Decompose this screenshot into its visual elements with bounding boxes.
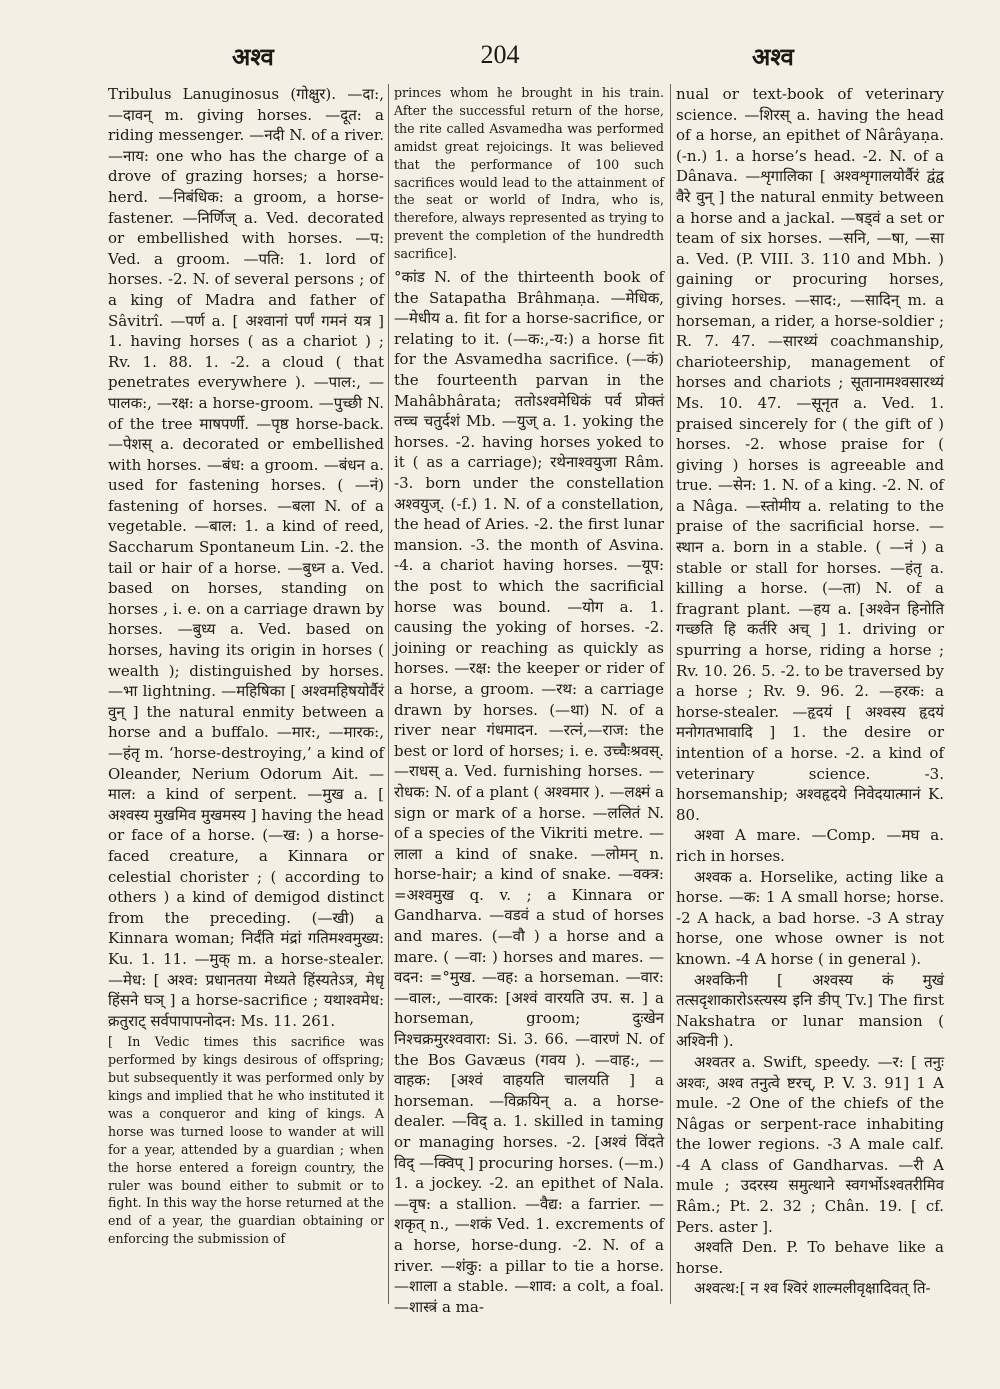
- entry-ashvakini: अश्वकिनी [ अश्वस्य कं मुखं तत्सदृशाकारोऽस्त्यस्य इनि ङीप् Tv.] The first Nakshatra or lunar mansion ( अश्विनी ).: [676, 970, 944, 1051]
- footnote-text: [ In Vedic times this sacrifice was performed by kings desirous of offspring; but subsequently it was performed only by kings and implied that he who instituted it was a conqueror and king of kings. A horse was turned loose to wander at will for a year, attended by a guardian ; when the horse entered a foreign country, the ruler was bound either to submit or to fight. In this way the horse returned at the end of a year, the guardian obtaining or enforcing the submission of: [108, 1034, 384, 1247]
- header-guide-word-right: अश्व: [752, 43, 794, 71]
- header-guide-word-left: अश्व: [232, 43, 274, 71]
- entry-ashvati: अश्वति Den. P. To behave like a horse.: [676, 1238, 944, 1277]
- column-right: [676, 84, 944, 1304]
- column-divider: [388, 84, 389, 1304]
- column-middle: [394, 84, 664, 1316]
- column-divider: [670, 84, 671, 1304]
- entry-text: nual or text-book of veterinary science. —शिरस् a. having the head of a horse, an epithet of Nârâyaṇa. (-n.) 1. a horse’s head. -2. N. of a Dânava. —शृगालिका [ अश्वशृगालयोर्वैरं द्वंद्व वैरे वुन् ] the natural enmity between a horse and a jackal. —षड्वं a set or team of six horses. —सनि, —षा, —सा a. Ved. (P. VIII. 3. 110 and Mbh. ) gaining or procuring horses, giving horses. —साद:, —सादिन् m. a horseman, a rider, a horse-soldier ; R. 7. 47. —सारथ्यं coachmanship, charioteership, management of horses and chariots ; सूतानामश्वसारथ्यं Ms. 10. 47. —सूनृत a. Ved. 1. praised sincerely for ( the gift of ) horses. -2. whose praise for ( giving ) horses is agreeable and true. —सेन: 1. N. of a king. -2. N. of a Nâga. —स्तोमीय a. relating to the praise of the sacrificial horse. —स्थान a. born in a stable. ( —नं ) a stable or stall for horses. —हंतृ a. killing a horse. (—ता) N. of a fragrant plant. —हय a. [अश्वेन हिनोति गच्छति हि कर्तरि अच् ] 1. driving or spurring a horse, riding a horse ; Rv. 10. 26. 5. -2. to be traversed by a horse ; Rv. 9. 96. 2. —हरक: a horse-stealer. —हृदयं [ अश्वस्य हृदयं मनोगतभावादि ] 1. the desire or intention of a horse. -2. a kind of veterinary science. -3. horsemanship; अश्वहृदये निवेदयात्मानं K. 80.: [676, 85, 944, 824]
- page-number: 204: [480, 40, 520, 69]
- entry-ashva: अश्वा A mare. —Comp. —मघ a. rich in horses.: [676, 826, 944, 865]
- column-left: [108, 84, 384, 1304]
- entry-text: Tribulus Lanuginosus (गोक्षुर). —दा:, —दावन् m. giving horses. —दूत: a riding messenger. —नदी N. of a river. —नाय: one who has the charge of a drove of grazing horses; a horse-herd. —निबंधिक: a groom, a horse-fastener. —निर्णिज् a. Ved. decorated or embellished with horses. —प: Ved. a groom. —पति: 1. lord of horses. -2. N. of several persons ; of a king of Madra and father of Sâvitrî. —पर्ण a. [ अश्वानां पर्णं गमनं यत्र ] 1. having horses ( as a chariot ) ; Rv. 1. 88. 1. -2. a cloud ( that penetrates everywhere ). —पाल:, —पालक:, —रक्ष: a horse-groom. —पुच्छी N. of the tree माषपर्णी. —पृष्ठ horse-back. —पेशस् a. decorated or embellished with horses. —बंध: a groom. —बंधन a. used for fastening horses. ( —नं) fastening of horses. —बला N. of a vegetable. —बाल: 1. a kind of reed, Saccharum Spontaneum Lin. -2. the tail or hair of a horse. —बुध्न a. Ved. based on horses, standing on horses , i. e. on a carriage drawn by horses. —बुध्य a. Ved. based on horses, having its origin in horses ( wealth ); distinguished by horses. —भा lightning. —महिषिका [ अश्वमहिषयोर्वैरं वुन् ] the natural enmity between a horse and a buffalo. —मार:, —मारक:, —हंतृ m. ‘horse-destroying,’ a kind of Oleander, Nerium Odorum Ait. —माल: a kind of serpent. —मुख a. [ अश्वस्य मुखमिव मुखमस्य ] having the head or face of a horse. (—ख: ) a horse-faced creature, a Kinnara or celestial chorister ; ( according to others ) a kind of demigod distinct from the preceding. (—खी) a Kinnara woman; निर्दंति मंद्रां गतिमश्वमुख्य: Ku. 1. 11. —मुक् m. a horse-stealer. —मेध: [ अश्व: प्रधानतया मेध्यते हिंस्यतेऽत्र, मेधृ हिंसने घञ् ] a horse-sacrifice ; यथाश्वमेध: क्रतुराट् सर्वपापापनोदन: Ms. 11. 261.: [108, 85, 384, 1030]
- entry-ashvatara: अश्वतर a. Swift, speedy. —र: [ तनुः अश्वः, अश्व तनुत्वे ष्टरच्, P. V. 3. 91] 1 A mule. -2 One of the chiefs of the Nâgas or serpent-race inhabiting the lower regions. -3 A male calf. -4 A class of Gandharvas. —री A mule ; उदरस्य समुत्थाने स्वगर्भोऽश्वतरीमिव Râm.; Pt. 2. 32 ; Chân. 19. [ cf. Pers. aster ].: [676, 1052, 944, 1236]
- entry-ashvaka: अश्वक a. Horselike, acting like a horse. —क: 1 A small horse; horse. -2 A hack, a bad horse. -3 A stray horse, one whose owner is not known. -4 A horse ( in general ).: [676, 867, 944, 968]
- entry-ashvattha: अश्वत्थ:[ न श्व श्विरं शाल्मलीवृक्षादिवत् ति-: [694, 1279, 931, 1298]
- footnote-text: princes whom he brought in his train. After the successful return of the horse, the rite called Asvamedha was performed amidst great rejoicings. It was believed that the performance of 100 such sacrifices would lead to the attainment of the seat or world of Indra, who is, therefore, always represented as trying to prevent the completion of the hundredth sacrifice].: [394, 85, 664, 262]
- entry-text: °कांड N. of the thirteenth book of the Satapatha Brâhmaṇa. —मेधिक, —मेधीय a. fit for a horse-sacrifice, or relating to it. (—क:,-य:) a horse fit for the Asvamedha sacrifice. (—कं) the fourteenth parvan in the Mahâbhârata; ततोऽश्वमेधिकं पर्व प्रोक्तं तच्च चतुर्दशं Mb. —युज् a. 1. yoking the horses. -2. having horses yoked to it ( as a carriage); रथेनाश्वयुजा Râm. -3. born under the constellation अश्वयुज्. (-f.) 1. N. of a constellation, the head of Aries. -2. the first lunar mansion. -3. the month of Asvina. -4. a chariot having horses. —यूप: the post to which the sacrificial horse was bound. —योग a. 1. causing the yoking of horses. -2. joining or reaching as quickly as horses. —रक्ष: the keeper or rider of a horse, a groom. —रथ: a carriage drawn by horses. (—था) N. of a river near गंधमादन. —रत्नं,—राज: the best or lord of horses; i. e. उच्चैःश्रवस्. —राधस् a. Ved. furnishing horses. —रोधक: N. of a plant ( अश्वमार ). —लक्ष्मं a sign or mark of a horse. —ललितं N. of a species of the Vikriti metre. —लाला a kind of snake. —लोमन् n. horse-hair; a kind of snake. —वक्त्र: =अश्वमुख q. v. ; a Kinnara or Gandharva. —वडवं a stud of horses and mares. (—वौ ) a horse and a mare. ( —वा: ) horses and mares. —वदन: =°मुख. —वह: a horseman. —वार: —वाल:, —वारक: [अश्वं वारयति उप. स. ] a horseman, groom; दुःखेन निश्चक्रमुरश्ववारा: Si. 3. 66. —वारणं N. of the Bos Gavæus (गवय ). —वाह:, —वाहक: [अश्वं वाहयति चालयति ] a horseman. —विक्रयिन् a. a horse-dealer. —विद् a. 1. skilled in taming or managing horses. -2. [अश्वं विंदते विद् —क्विप् ] procuring horses. (—m.) 1. a jockey. -2. an epithet of Nala. —वृष: a stallion. —वैद्य: a farrier. —शकृत् n., —शकं Ved. 1. excrements of a horse, horse-dung. -2. N. of a river. —शंकु: a pillar to tie a horse. —शाला a stable. —शाव: a colt, a foal. —शास्त्रं a ma-: [394, 268, 664, 1316]
